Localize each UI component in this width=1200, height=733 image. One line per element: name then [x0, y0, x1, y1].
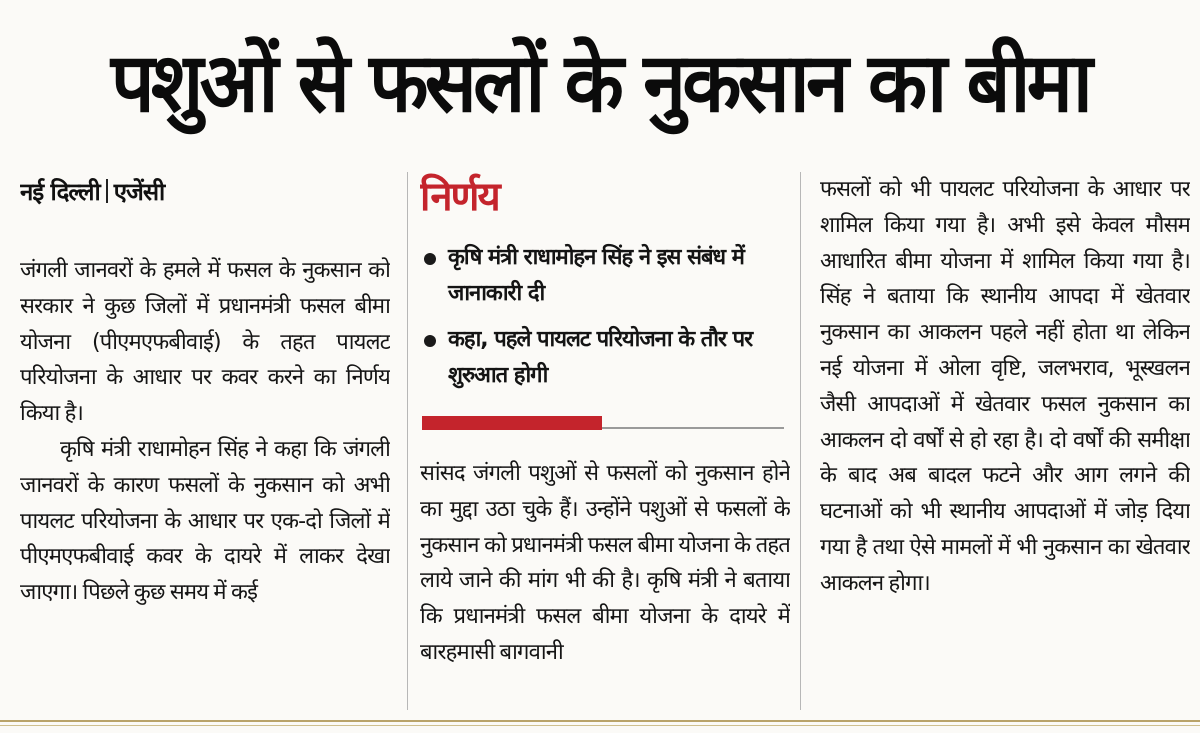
headline: पशुओं से फसलों के नुकसान का बीमा	[110, 36, 1090, 131]
decision-bullet-text: कहा, पहले पायलट परियोजना के तौर पर शुरुआत होगी	[448, 327, 753, 388]
dateline-separator	[106, 179, 108, 203]
right-column	[820, 172, 1190, 712]
left-column	[20, 172, 390, 712]
middle-column-body	[420, 456, 790, 671]
bullet-dot-icon	[424, 335, 436, 347]
dateline-agency: एजेंसी	[113, 178, 165, 206]
article-paragraph: जंगली जानवरों के हमले में फसल के नुकसान को सरकार ने कुछ जिलों में प्रधानमंत्री फसल बीमा योजना (पीएमएफबीवाई) के तहत पायलट परियोजना के आधार पर कवर करने का निर्णय किया है।	[20, 258, 390, 427]
decision-box-title: निर्णय	[420, 174, 499, 220]
dateline	[20, 172, 390, 212]
middle-column	[420, 172, 790, 712]
decision-bullet-text: कृषि मंत्री राधामोहन सिंह ने इस संबंध में जानाकारी दी	[448, 245, 744, 306]
dateline-place: नई दिल्ली	[20, 178, 100, 206]
red-rule-bar	[422, 416, 602, 430]
bullet-dot-icon	[424, 253, 436, 265]
section-divider	[420, 414, 790, 432]
gray-rule-line	[602, 427, 784, 429]
bottom-border	[0, 720, 1200, 722]
left-column-body	[20, 253, 390, 611]
column-divider	[407, 172, 408, 710]
decision-bullet	[420, 240, 790, 312]
article-paragraph: कृषि मंत्री राधामोहन सिंह ने कहा कि जंगली जानवरों के कारण फसलों के नुकसान को अभी पायलट परियोजना के आधार पर एक-दो जिलों में पीएमएफबीवाई कवर के दायरे में लाकर देखा जाएगा। पिछले कुछ समय में कई	[20, 436, 390, 606]
decision-bullet-list	[420, 240, 790, 394]
article-paragraph: सांसद जंगली पशुओं से फसलों को नुकसान होने का मुद्दा उठा चुके हैं। उन्होंने पशुओं से फसलों के नुकसान को प्रधानमंत्री फसल बीमा योजना के तहत लाये जाने की मांग भी की है। कृषि मंत्री ने बताया कि प्रधानमंत्री फसल बीमा योजना के दायरे में बारहमासी बागवानी	[420, 461, 790, 665]
bottom-border	[0, 725, 1200, 726]
article-paragraph: फसलों को भी पायलट परियोजना के आधार पर शामिल किया गया है। अभी इसे केवल मौसम आधारित बीमा योजना में शामिल किया गया है। सिंह ने बताया कि स्थानीय आपदा में खेतवार नुकसान का आकलन पहले नहीं होता था लेकिन नई योजना में ओला वृष्टि, जलभराव, भूस्खलन जैसी आपदाओं में खेतवार फसल नुकसान का आकलन दो वर्षों से हो रहा है। दो वर्षों की समीक्षा के बाद अब बादल फटने और आग लगने की घटनाओं को भी स्थानीय आपदाओं में जोड़ दिया गया है तथा ऐसे मामलों में भी नुकसान का खेतवार आकलन होगा।	[820, 177, 1190, 596]
decision-bullet	[420, 322, 790, 394]
right-column-body	[820, 172, 1190, 602]
column-divider	[800, 172, 801, 710]
